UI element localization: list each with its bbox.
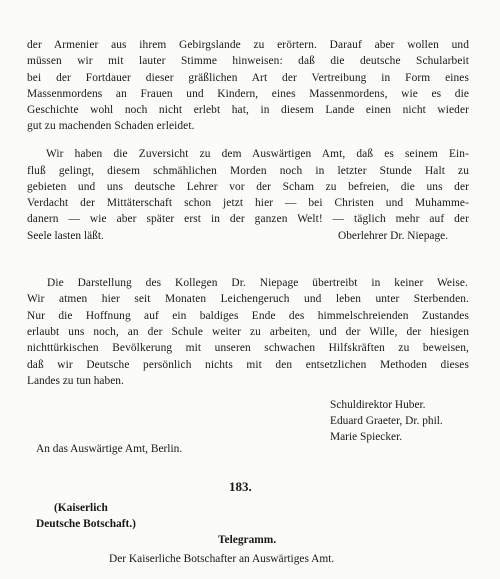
text-line: Wir atmen hier seit Monaten Leichengeruch und leben unter Sterbenden. (27, 293, 469, 305)
addressee: An das Auswärtige Amt, Berlin. (36, 443, 183, 455)
sender-line-2: Deutsche Botschaft.) (36, 518, 136, 530)
text-line: Seele lasten läßt. (27, 230, 104, 242)
document-number: 183. (229, 479, 252, 494)
text-line: fluß gelingt, diesem schmählichen Morden noch in letzter Stunde Halt zu (27, 165, 469, 177)
text-line: bei der Fortdauer dieser gräßlichen Art der Vertreibung in Form eines (27, 72, 469, 84)
text-line: Verdacht der Mittäterschaft schon jetzt hier — bei Christen und Muhamme- (27, 197, 469, 209)
telegram-heading: Telegramm. (218, 534, 277, 546)
text-line: erlaubt uns noch, an der Schule weiter zu arbeiten, und der Wille, der hiesigen (27, 326, 469, 338)
text-line: daß wir Deutsche persönlich nichts mit den entsetzlichen Methoden dieses (27, 359, 469, 371)
text-line: der Armenier aus ihrem Gebirgslande zu erörtern. Darauf aber wollen und (27, 39, 469, 51)
text-line: Die Darstellung des Kollegen Dr. Niepage übertreibt in keiner Weise. (47, 277, 468, 289)
text-line: Massenmordens an Frauen und Kindern, eines Massenmordens, wie es die (27, 88, 469, 100)
text-line: gut zu machenden Schaden erleidet. (27, 120, 195, 132)
text-line: Nur die Hoffnung auf ein baldiges Ende des himmelschreienden Zustandes (27, 310, 469, 322)
text-line: Landes zu tun haben. (27, 375, 124, 387)
text-line: Wir haben die Zuversicht zu dem Auswärtigen Amt, daß es seinem Ein- (46, 148, 469, 160)
signature-niepage: Oberlehrer Dr. Niepage. (338, 230, 449, 242)
text-line: Geschichte wohl noch nicht erlebt hat, in diesem Lande einen nicht wieder (27, 104, 469, 116)
signatory: Eduard Graeter, Dr. phil. (330, 415, 443, 427)
text-line: müssen wir mit lauter Stimme hinweisen: daß die deutsche Schularbeit (27, 55, 469, 67)
signatory: Marie Spiecker. (330, 431, 403, 443)
sender-line-1: (Kaiserlich (54, 502, 108, 514)
telegram-subheading: Der Kaiserliche Botschafter an Auswärtiges Amt. (109, 553, 335, 565)
signatory: Schuldirektor Huber. (330, 399, 426, 411)
text-line: gebieten und uns deutsche Lehrer vor der Scham zu befreien, die uns der (27, 181, 469, 193)
text-line: danern — wie aber später erst in der ganzen Welt! — täglich mehr auf der (27, 213, 469, 225)
text-line: nichttürkischen Bevölkerung mit unseren schwachen Hilfskräften zu beweisen, (27, 342, 469, 354)
